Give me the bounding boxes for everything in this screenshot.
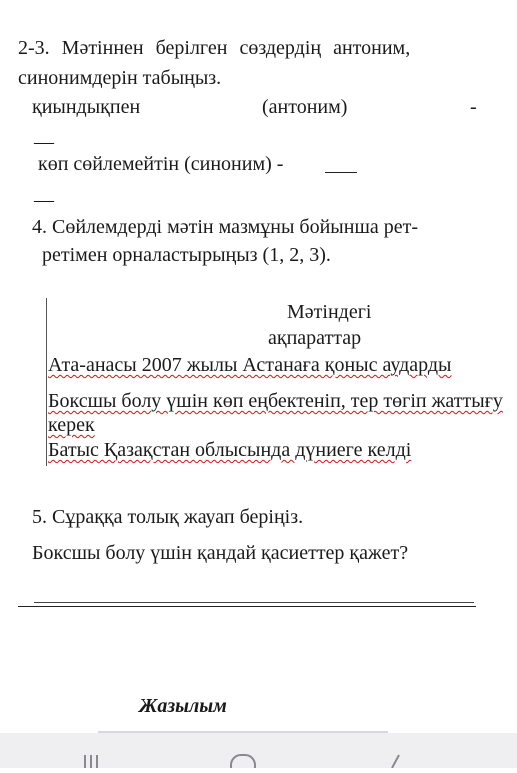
section-heading: Жазылым (139, 695, 227, 717)
q4-line1: 4. Сөйлемдерді мәтін мазмұны бойынша рет- (32, 216, 418, 238)
table-left-border (46, 298, 47, 466)
q23-short-dash-2: — (34, 189, 54, 211)
answer-blank-2[interactable] (325, 172, 357, 173)
navigation-bar (0, 733, 517, 768)
table-row-3: Батыс Қазақстан облысында дүниеге келді (48, 439, 412, 461)
answer-line[interactable] (18, 606, 476, 607)
recent-apps-button[interactable] (64, 733, 124, 768)
q4-line2: ретімен орналастырыңыз (1, 2, 3). (42, 244, 331, 266)
answer-line-inner (34, 602, 474, 603)
q23-line2: синонимдерін табыңыз. (18, 67, 222, 89)
home-button[interactable] (213, 733, 273, 768)
q5-title: 5. Сұраққа толық жауап беріңіз. (32, 506, 304, 528)
q5-question: Боксшы болу үшін қандай қасиеттер қажет? (32, 542, 409, 564)
q23-line1: 2-3. Мәтіннен берілген сөздердің антоним, (18, 37, 411, 59)
q23-word1-type: (антоним) (262, 96, 348, 118)
back-icon (365, 733, 425, 768)
table-row-1: Ата-анасы 2007 жылы Астанаға қоныс аударды (48, 354, 452, 376)
table-header-line2: ақпараттар (268, 327, 362, 349)
q23-short-dash-1: — (34, 131, 54, 153)
table-row-2-line2: керек (48, 414, 95, 436)
q23-word2-label: көп сөйлемейтін (синоним) - (38, 153, 284, 175)
table-row-2-line1: Боксшы болу үшін көп еңбектеніп, тер төгіп жаттығу (48, 390, 503, 412)
q23-word1: қиындықпен (32, 96, 141, 118)
table-header-line1: Мәтіндегі (287, 301, 372, 323)
back-button[interactable] (365, 733, 425, 768)
home-icon (213, 733, 273, 768)
q23-dash: - (470, 96, 477, 118)
recent-apps-icon (64, 733, 124, 768)
